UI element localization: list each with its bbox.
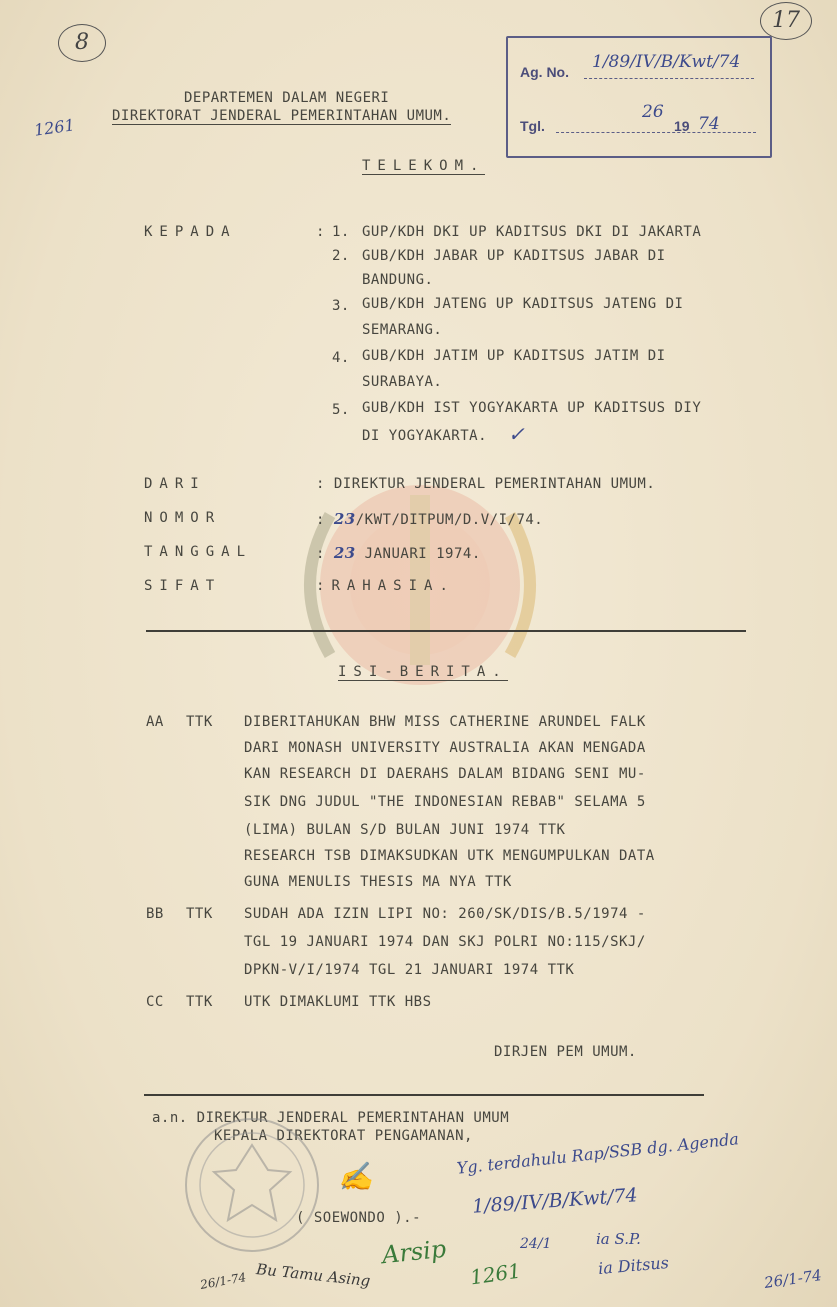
checkmark-icon: ✓ [508,422,525,446]
kepada-label: KEPADA [144,224,237,240]
bb-label: BB [146,906,164,922]
kepada-item-line: GUB/KDH JATENG UP KADITSUS JATENG DI [362,296,684,312]
handwritten-note: Yg. terdahulu Rap/SSB dg. Agenda [455,1129,740,1178]
kepada-item-line: SURABAYA. [362,374,443,390]
kepada-item-line: GUB/KDH JATIM UP KADITSUS JATIM DI [362,348,666,364]
kepada-item-line: GUP/KDH DKI UP KADITSUS DKI DI JAKARTA [362,224,702,240]
signature-line2: KEPALA DIREKTORAT PENGAMANAN, [214,1128,473,1144]
handwritten-date: 26/1-74 [199,1270,248,1292]
body-line: (LIMA) BULAN S/D BULAN JUNI 1974 TTK [244,822,566,838]
stamp-tgl-year: 74 [698,114,720,134]
kepada-item-line: SEMARANG. [362,322,443,338]
divider [144,1094,704,1096]
nomor-value: /KWT/DITPUM/D.V/I/74. [355,512,544,528]
kepada-item-num: 1. [332,224,350,240]
body-line: DARI MONASH UNIVERSITY AUSTRALIA AKAN MENGADA [244,740,646,756]
tanggal-day: 23 [333,544,356,562]
kepada-item-num: 2. [332,248,350,264]
body-line: DIBERITAHUKAN BHW MISS CATHERINE ARUNDEL FALK [244,714,646,730]
kepada-item-line: GUB/KDH JABAR UP KADITSUS JABAR DI [362,248,666,264]
nomor-label: NOMOR [144,510,222,526]
cc-label: CC [146,994,164,1010]
handwritten-date: 26/1-74 [763,1266,823,1292]
handwritten-note: ia Ditsus [597,1252,670,1279]
dari-label: DARI [144,476,206,492]
kepada-colon: : [316,224,325,240]
sifat-value: RAHASIA. [331,578,455,594]
stamp-ag-value: 1/89/IV/B/Kwt/74 [592,52,741,72]
aa-ttk: TTK [186,714,213,730]
official-seal-icon [180,1110,325,1260]
kepada-item-num: 3. [332,298,350,314]
divider [146,630,746,632]
signatory-name: ( SOEWONDO ).- [296,1210,422,1226]
handwritten-note: ia S.P. [596,1230,641,1248]
bb-ttk: TTK [186,906,213,922]
sifat-label: SIFAT [144,578,222,594]
body-line: DPKN-V/I/1974 TGL 21 JANUARI 1974 TTK [244,962,575,978]
kepada-item-line: GUB/KDH IST YOGYAKARTA UP KADITSUS DIY [362,400,702,416]
document-page: 8 17 1261 DEPARTEMEN DALAM NEGERI DIREKTORAT JENDERAL PEMERINTAHAN UMUM. Ag. No. 1/89/IV/B/Kwt/74 Tgl. 26 19 74 TELEKOM. KEPADA : 1. GUP/KDH DKI UP KADITSUS DKI DI JAKARTA 2. GUB/KDH JABAR UP KADITSUS JABAR DI BANDUNG. 3. GUB/KDH JATENG UP KADITSUS JATENG DI SEMARANG. 4. GUB/KDH JATIM UP KADITSUS JATIM DI SURABAYA. 5. GUB/KDH IST YOGYAKARTA UP KADITSUS DIY DI YOGYAKARTA. ✓ DARI : DIREKTUR JENDERAL PEMERINTAHAN UMUM. NOMOR : 23/KWT/DITPUM/D.V/I/74. TANGGAL : 23 JANUARI 1974. SIFAT :RAHASIA. ISI-BERITA. AA TTK DIBERITAHUKAN BHW MISS CATHERINE ARUNDEL FALK DARI MONASH UNIVERSITY AUSTRALIA AKAN MENGADA KAN RESEARCH DI DAERAHS DALAM BIDANG SENI MU- SIK DNG JUDUL "THE INDONESIAN REBAB" SELAMA 5 (LIMA) BULAN S/D BULAN JUNI 1974 TTK RESEARCH TSB DIMAKSUDKAN UTK MENGUMPULKAN DATA GUNA MENULIS THESIS MA NYA TTK BB TTK SUDAH ADA IZIN LIPI NO: 260/SK/DIS/B.5/1974 - TGL 19 JANUARI 1974 DAN SKJ POLRI NO:115/SKJ/ DPKN-V/I/1974 TGL 21 JANUARI 1974 TTK CC TTK UTK DIMAKLUMI TTK HBS DIRJEN PEM UMUM. a.n. DIREKTUR JENDERAL PEMERINTAHAN UMUM KEPALA DIREKTORAT PENGAMANAN, ✍ ( SOEWONDO ).- Yg. terdahulu Rap/SSB dg. Agenda 1/89/IV/B/Kwt/74 24/1 ia S.P. ia Ditsus 26/1-74 26/1-74 Bu Tamu Asing Arsip 1261 [0,0,837,1307]
dari-value: DIREKTUR JENDERAL PEMERINTAHAN UMUM. [333,476,656,492]
handwritten-date: 24/1 [520,1236,552,1252]
kepada-item-line: BANDUNG. [362,272,434,288]
signature-scribble-icon: ✍ [338,1160,373,1193]
page-number-left: 8 [58,24,106,62]
signature-line1: a.n. DIREKTUR JENDERAL PEMERINTAHAN UMUM [152,1110,510,1126]
isi-berita-title: ISI-BERITA. [338,664,508,680]
stamp-tgl-century: 19 [674,118,690,134]
stamp-tgl-day: 26 [642,102,664,122]
body-line: UTK DIMAKLUMI TTK HBS [244,994,432,1010]
kepada-item-line: DI YOGYAKARTA. [362,428,488,444]
body-line: RESEARCH TSB DIMAKSUDKAN UTK MENGUMPULKAN DATA [244,848,655,864]
handwritten-archive: Arsip [380,1234,448,1270]
margin-note: 1261 [32,115,76,140]
body-line: SIK DNG JUDUL "THE INDONESIAN REBAB" SELAMA 5 [244,794,646,810]
stamp-ag-label: Ag. No. [520,64,569,80]
cc-ttk: TTK [186,994,213,1010]
header-directorate: DIREKTORAT JENDERAL PEMERINTAHAN UMUM. [112,108,452,124]
tanggal-label: TANGGAL [144,544,253,560]
handwritten-agenda: 1/89/IV/B/Kwt/74 [471,1184,639,1218]
body-line: KAN RESEARCH DI DAERAHS DALAM BIDANG SENI MU- [244,766,646,782]
aa-label: AA [146,714,164,730]
closing-line: DIRJEN PEM UMUM. [494,1044,637,1060]
kepada-item-num: 5. [332,402,350,418]
nomor-number: 23 [333,510,356,528]
page-number-right: 17 [760,2,812,40]
tanggal-value: JANUARI 1974. [364,546,481,562]
body-line: TGL 19 JANUARI 1974 DAN SKJ POLRI NO:115/SKJ/ [244,934,646,950]
stamp-tgl-label: Tgl. [520,118,545,134]
document-title: TELEKOM. [362,158,486,174]
body-line: SUDAH ADA IZIN LIPI NO: 260/SK/DIS/B.5/1974 - [244,906,646,922]
kepada-item-num: 4. [332,350,350,366]
agenda-stamp [506,36,772,158]
body-line: GUNA MENULIS THESIS MA NYA TTK [244,874,512,890]
handwritten-date: 1261 [468,1258,523,1290]
handwritten-note: Bu Tamu Asing [255,1260,372,1290]
header-department: DEPARTEMEN DALAM NEGERI [184,90,390,106]
